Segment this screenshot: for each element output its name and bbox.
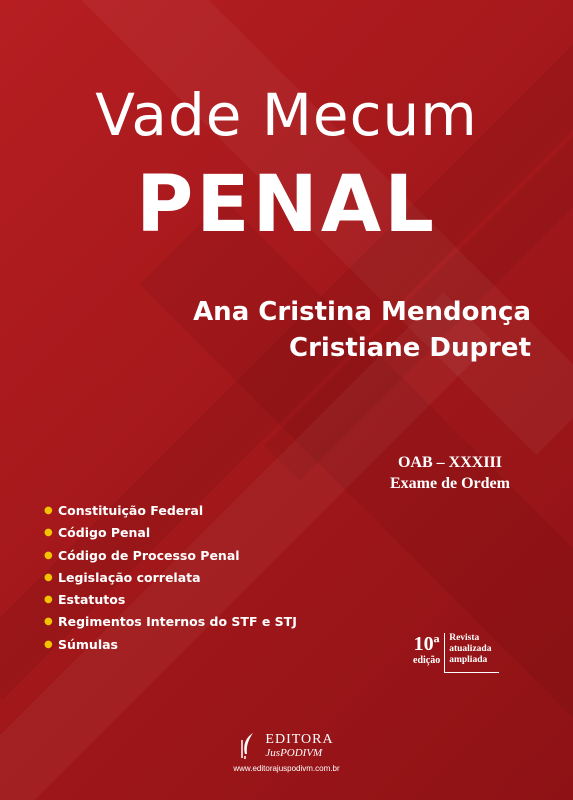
author-name: Ana Cristina Mendonça: [193, 297, 531, 327]
author-name: Cristiane Dupret: [289, 333, 531, 363]
title-line-1: Vade Mecum: [95, 81, 478, 149]
publisher-subname: JusPODIVM: [265, 747, 323, 759]
title-line-2: PENAL: [136, 160, 437, 250]
edition-number: 10ª: [413, 633, 440, 655]
list-item: ● Estatutos: [44, 589, 297, 611]
list-item: ● Código de Processo Penal: [44, 545, 297, 567]
bullet-icon: ●: [44, 594, 53, 606]
list-item: ● Legislação correlata: [44, 567, 297, 589]
list-item: ● Regimentos Internos do STF e STJ: [44, 611, 297, 633]
edition-notes: Revista atualizada ampliada: [444, 633, 499, 673]
edition-badge: [413, 633, 499, 673]
exam-line-2: Exame de Ordem: [390, 475, 510, 492]
list-item: ● Constituição Federal: [44, 500, 297, 522]
edition-label: edição: [413, 655, 441, 666]
bullet-icon: ●: [44, 549, 53, 561]
publisher-block: [0, 732, 573, 773]
list-item: ● Súmulas: [44, 634, 297, 656]
authors: [193, 294, 531, 366]
bullet-icon: ●: [44, 505, 53, 516]
bullet-icon: ●: [44, 527, 53, 539]
list-item: ● Código Penal: [44, 522, 297, 544]
exam-info: [360, 452, 540, 494]
publisher-name: EDITORA: [265, 732, 334, 747]
feather-quill-icon: [239, 732, 259, 760]
bullet-icon: ●: [44, 571, 53, 583]
bullet-icon: ●: [44, 616, 53, 628]
bullet-icon: ●: [44, 638, 53, 650]
topics-list: [44, 500, 297, 656]
exam-line-1: OAB – XXXIII: [397, 454, 502, 471]
publisher-url: www.editorajuspodivm.com.br: [233, 764, 340, 773]
